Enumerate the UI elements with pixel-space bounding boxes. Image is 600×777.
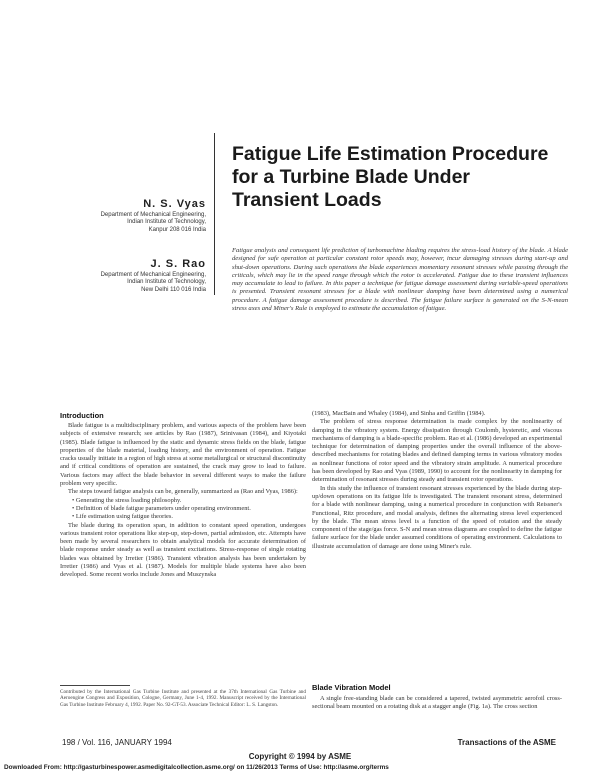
left-column [60, 422, 306, 580]
list-item: • Definition of blade fatigue parameters under operating environment. [72, 504, 251, 512]
list-item: • Generating the stress loading philosophy. [72, 496, 182, 504]
paragraph: In this study the influence of transient resonant stresses experienced by the blade during step-up/down operations on its fatigue life is investigated. The transient resonant stress, determined for a blade with nonlinear damping, using a numerical procedure in conjunction with Reissner's Functional, Ritz procedure, and modal analysis, defines the alternating stress level experienced by the blade. The mean stress level is a function of the speed of rotation and the steady component of the stage/gas force. S-N and mean stress diagrams are coupled to define the fatigue failure surface for the blade under assumed conditions of operating environment. Calculations to illustrate accumulation of damage are done using Miner's rule. [312, 484, 562, 550]
paragraph: The blade during its operation span, in addition to constant speed operation, undergoes various transient rotor operations like step-up, step-down, partial admission, etc. Attempts have been made by several researchers to obtain analytical models for accurate determination of blade response under steady as well as transient excitations. Stress-response of single rotating blades was obtained by Irretier (1986). Transient vibration analysis has been undertaken by Irretier (1986) and Vyas et al. (1987). Models for multiple blade systems have also been developed. Some recent works include Jones and Muszynska [60, 521, 306, 579]
download-notice: Downloaded From: http://gasturbinespower.asmedigitalcollection.asme.org/ on 11/26/2013 Terms of Use: http://asme.org/terms [4, 764, 389, 771]
title-line: Transient Loads [232, 189, 382, 211]
title-line: for a Turbine Blade Under [232, 166, 470, 188]
title-line: Fatigue Life Estimation Procedure [232, 143, 549, 165]
paragraph: The problem of stress response determination is made complex by the nonlinearity of damping in the vibratory system. Energy dissipation through Coulomb, hysteretic, and viscous mechanisms of damping is a blade-specific problem. Rao et al. (1986) developed an experimental technique for determination of damping properties under the overall influence of the above-described mechanisms for rotating blades and defined damping terms in various vibratory modes as nonlinear functions of rotor speed and the vibratory strain amplitude. A numerical procedure has been developed by Rao and Vyas (1989, 1990) to account for the nonlinearity in damping for determination of resonant stresses during steady and transient rotor operations. [312, 418, 562, 484]
section-heading-introduction: Introduction [60, 411, 104, 420]
paragraph: (1983), MacBain and Whaley (1984), and Sinha and Griffin (1984). [312, 410, 486, 417]
right-column-continued [312, 695, 562, 712]
author-affiliation: Department of Mechanical Engineering, Indian Institute of Technology, Kanpur 208 016 India [100, 212, 206, 233]
paragraph: The steps toward fatigue analysis can be, generally, summarized as (Rao and Vyas, 1986): [68, 488, 298, 496]
journal-name: Transactions of the ASME [457, 738, 556, 747]
paper-title [232, 143, 562, 212]
author-name: J. S. Rao [150, 258, 206, 270]
right-column [312, 410, 562, 551]
footnote: Contributed by the International Gas Turbine Institute and presented at the 37th International Gas Turbine and Aeroengine Congress and Exposition, Cologne, Germany, June 1-4, 1992. Manuscript received by the International Gas Turbine Institute February 4, 1992. Paper No. 92-GT-53. Associate Technical Editor: L. S. Langston. [60, 689, 306, 708]
list-item: • Life estimation using fatigue theories. [72, 513, 173, 521]
paragraph: A single free-standing blade can be considered a tapered, twisted asymmetric aerofoil cross-sectional beam mounted on a rotating disk at a stagger angle (Fig. 1a). The cross section [312, 695, 562, 711]
author-name: N. S. Vyas [143, 198, 206, 210]
abstract: Fatigue analysis and consequent life prediction of turbomachine blading requires the stress-load history of the blade. A blade designed for safe operation at particular constant rotor speeds may, however, incur damaging stresses during start-up and shut-down operations. During such operations the blade experiences momentary resonant stresses while passing through the criticals, which may lie in the speed range through which the rotor is accelerated. Fatigue due to these transient influences may accumulate to lead to failure. In this paper a technique for fatigue damage assessment during variable-speed operations is presented. Transient resonant stresses for a blade with nonlinear damping have been determined using a numerical procedure. A fatigue damage assessment procedure is described. The fatigue failure surface is generated on the S-N-mean stress axes and Miner's Rule is employed to estimate the accumulation of fatigue. [232, 247, 568, 312]
title-divider-rule [214, 133, 215, 295]
page-footer-citation: 198 / Vol. 116, JANUARY 1994 [62, 738, 172, 747]
paragraph: Blade fatigue is a multidisciplinary problem, and various aspects of the problem have been subjects of extensive research; see articles by Rao (1987), Srinivasan (1984), and Kiyotaki (1985). Blade fatigue is influenced by the static and dynamic stress fields on the blade, fatigue properties of the blade material, loading history, and the environment of operation. Fatigue cracks usually initiate in a region of high stress at some metallurgical or structural discontinuity and if critical conditions of operation are sustained, the crack may grow to lead to failure. Various factors may affect the blade behavior in several different ways to make the failure problem very specific. [60, 422, 306, 488]
section-heading-blade-vibration-model: Blade Vibration Model [312, 683, 391, 692]
author-affiliation: Department of Mechanical Engineering, Indian Institute of Technology, New Delhi 110 016 India [100, 272, 206, 293]
footnote-rule [60, 685, 130, 686]
copyright-notice: Copyright © 1994 by ASME [248, 752, 352, 761]
